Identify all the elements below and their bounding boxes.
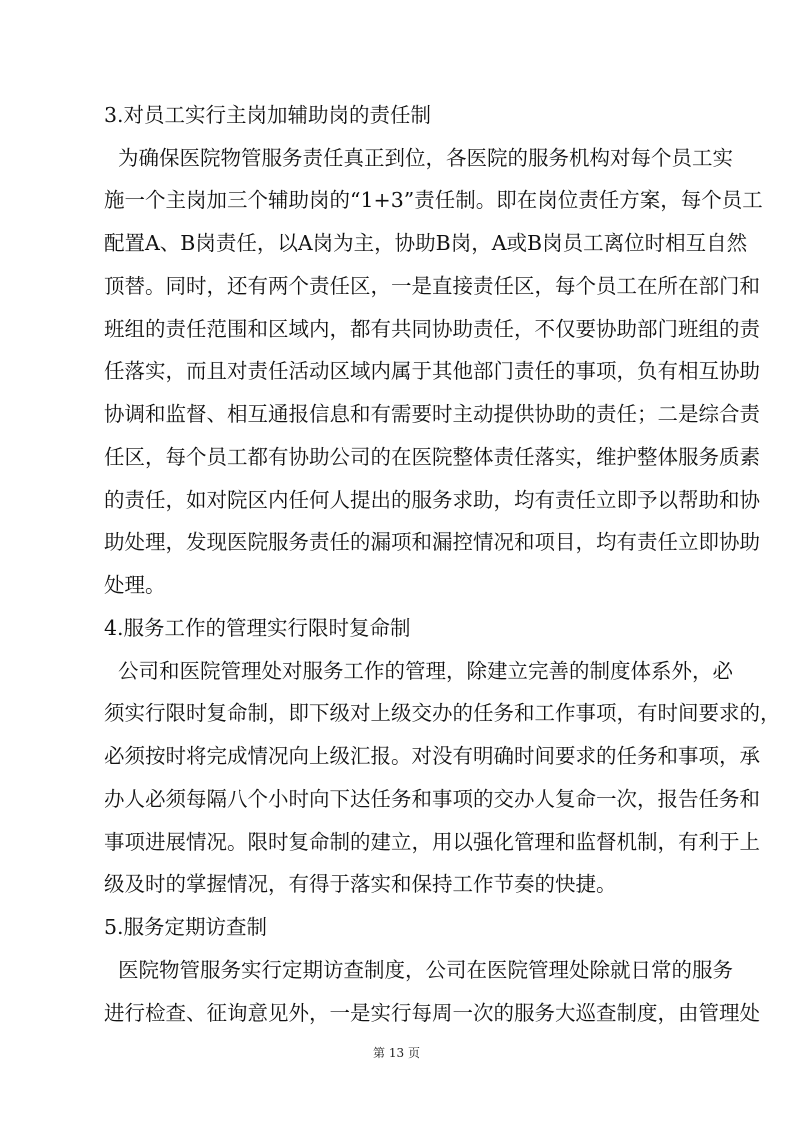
section-4-line-4: 办人必须每隔八个小时向下达任务和事项的交办人复命一次，报告任务和: [104, 787, 760, 811]
section-4-line-5: 事项进展情况。限时复命制的建立，用以强化管理和监督机制，有利于上: [104, 830, 760, 854]
section-3-line-5: 班组的责任范围和区域内，都有共同协助责任，不仅要协助部门班组的责: [104, 317, 760, 341]
section-4-line-1: 公司和医院管理处对服务工作的管理，除建立完善的制度体系外，必: [118, 659, 733, 683]
section-4-line-6: 级及时的掌握情况，有得于落实和保持工作节奏的快捷。: [104, 872, 617, 896]
section-3-line-9: 的责任，如对院区内任何人提出的服务求助，均有责任立即予以帮助和协: [104, 488, 760, 512]
section-4-line-3: 必须按时将完成情况向上级汇报。对没有明确时间要求的任务和事项，承: [104, 744, 760, 768]
section-4-heading: 4.服务工作的管理实行限时复命制: [104, 616, 411, 640]
section-3-line-8: 任区，每个员工都有协助公司的在医院整体责任落实，维护整体服务质素: [104, 445, 760, 469]
section-5-line-2: 进行检查、征询意见外，一是实行每周一次的服务大巡查制度，由管理处: [104, 1001, 760, 1025]
page-number: 第 13 页: [373, 1046, 420, 1060]
section-3-line-6: 任落实，而且对责任活动区域内属于其他部门责任的事项，负有相互协助: [104, 359, 760, 383]
section-3-line-11: 处理。: [104, 573, 166, 597]
section-3-heading: 3.对员工实行主岗加辅助岗的责任制: [104, 103, 432, 127]
section-3-line-10: 助处理，发现医院服务责任的漏项和漏控情况和项目，均有责任立即协助: [104, 530, 760, 554]
section-3-line-3: 配置A、B岗责任，以A岗为主，协助B岗，A或B岗员工离位时相互自然: [104, 231, 748, 255]
section-3-line-7: 协调和监督、相互通报信息和有需要时主动提供协助的责任；二是综合责: [104, 402, 760, 426]
section-3-line-1: 为确保医院物管服务责任真正到位，各医院的服务机构对每个员工实: [118, 146, 733, 170]
section-3-line-2: 施一个主岗加三个辅助岗的“1+3”责任制。即在岗位责任方案，每个员工: [104, 188, 763, 212]
section-4-line-2: 须实行限时复命制，即下级对上级交办的任务和工作事项，有时间要求的，: [104, 701, 781, 725]
section-5-line-1: 医院物管服务实行定期访查制度，公司在医院管理处除就日常的服务: [118, 958, 733, 982]
section-3-line-4: 顶替。同时，还有两个责任区，一是直接责任区，每个员工在所在部门和: [104, 274, 760, 298]
section-5-heading: 5.服务定期访查制: [104, 915, 268, 939]
